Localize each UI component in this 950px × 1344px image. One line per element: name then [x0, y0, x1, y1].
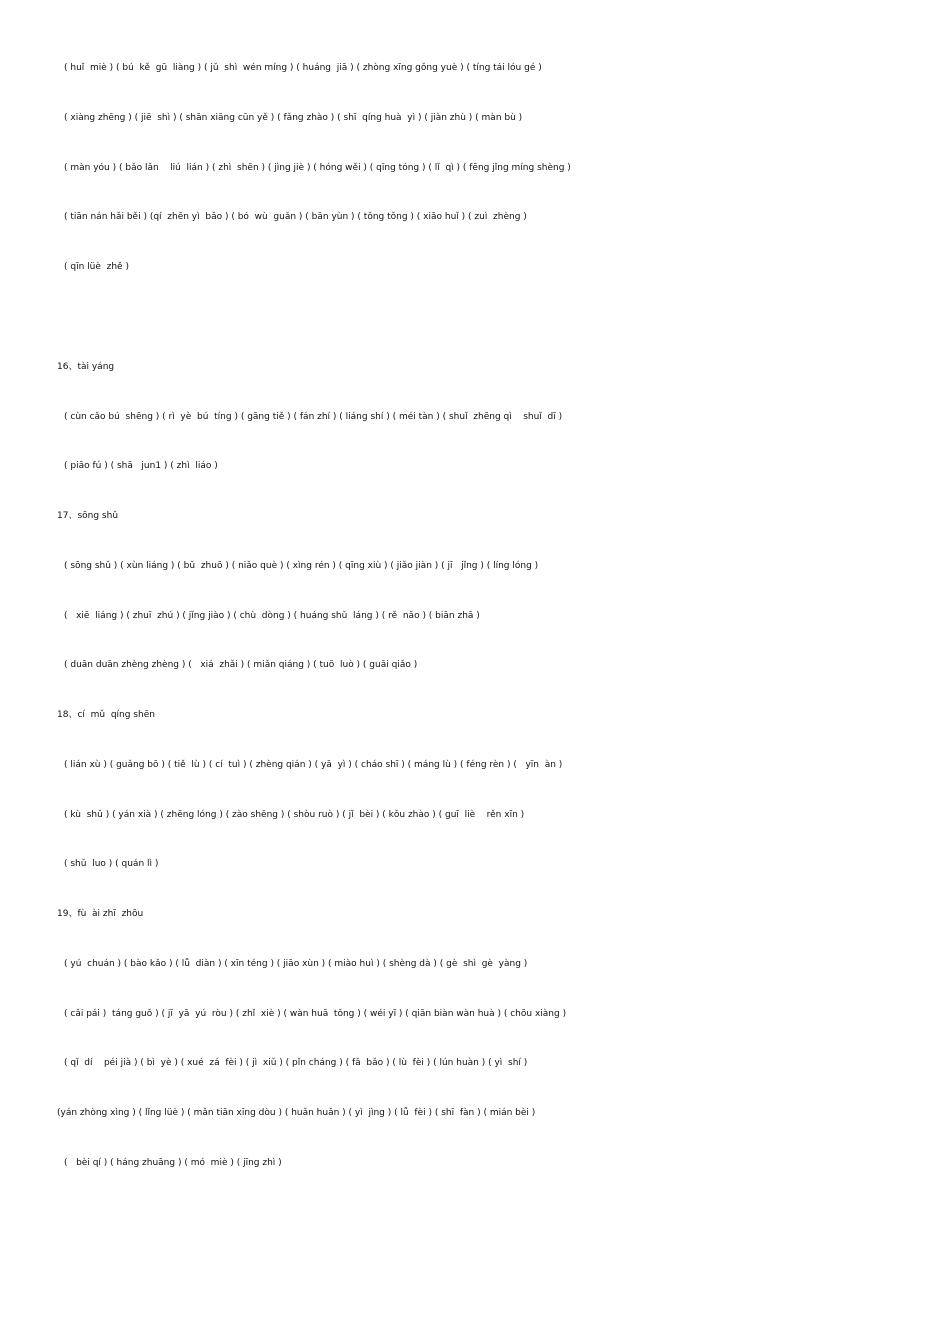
- pinyin-line: ( huǐ miè ) ( bú kě gū liàng ) ( jǔ shì wén míng ) ( huáng jiā ) ( zhòng xīng gǒng yuè ) ( tíng tái lóu gé ): [64, 63, 542, 73]
- pinyin-line: ( kù shǔ ) ( yán xià ) ( zhēng lóng ) ( zào shēng ) ( shòu ruò ) ( jǐ bèi ) ( kǒu zhào ) ( guī liè rěn xīn ): [64, 810, 525, 820]
- pinyin-line: ( bèi qí ) ( háng zhuāng ) ( mó miè ) ( jīng zhì ): [64, 1158, 282, 1168]
- pinyin-line: ( shǔ luo ) ( quán lì ): [64, 859, 159, 869]
- pinyin-line: ( cùn cǎo bú shēng ) ( rì yè bú tíng ) ( gāng tiě ) ( fán zhí ) ( liáng shí ) ( méi tàn ) ( shuǐ zhēng qì shuǐ dī ): [64, 412, 563, 422]
- pinyin-line: ( piāo fú ) ( shā jun1 ) ( zhì liáo ): [64, 461, 218, 471]
- section-heading: 16、tài yáng: [57, 362, 115, 372]
- pinyin-line: ( qīn lüè zhě ): [64, 262, 129, 272]
- pinyin-line: ( qǐ dí péi jià ) ( bì yè ) ( xué zá fèi ) ( jì xiǔ ) ( pǐn cháng ) ( fǎ bǎo ) ( lù fèi ) ( lún huàn ) ( yì shí ): [64, 1058, 528, 1068]
- pinyin-line: ( sōng shǔ ) ( xùn liáng ) ( bǔ zhuō ) ( niǎo què ) ( xìng rén ) ( qīng xiù ) ( jiǎo jiàn ) ( jī jǐng ) ( líng lóng ): [64, 561, 539, 571]
- section-heading: 19、fù ài zhī zhōu: [57, 909, 144, 919]
- section-heading: 17、sōng shǔ: [57, 511, 119, 521]
- pinyin-line: (yán zhòng xìng ) ( lǐng lüè ) ( mǎn tiān xīng dòu ) ( huǎn huǎn ) ( yì jìng ) ( lǚ fèi ) ( shī fàn ) ( mián bèi ): [57, 1108, 536, 1118]
- pinyin-line: ( xiàng zhēng ) ( jiē shì ) ( shān xiāng cūn yě ) ( fǎng zhào ) ( shī qíng huà yì ) ( jiàn zhù ) ( màn bù ): [64, 113, 523, 123]
- pinyin-line: ( duān duān zhèng zhèng ) ( xiá zhǎi ) ( miǎn qiáng ) ( tuō luò ) ( guāi qiǎo ): [64, 660, 418, 670]
- pinyin-line: ( màn yóu ) ( bǎo lǎn liú lián ) ( zhì shēn ) ( jìng jiè ) ( hóng wěi ) ( qīng tóng ) ( lǐ qì ) ( fēng jǐng míng shèng ): [64, 163, 571, 173]
- section-heading: 18、cí mǔ qíng shēn: [57, 710, 155, 720]
- pinyin-line: ( xiē liáng ) ( zhuī zhú ) ( jǐng jiào ) ( chù dòng ) ( huáng shǔ láng ) ( rě nǎo ) ( biān zhā ): [64, 611, 480, 621]
- pinyin-line: ( tiān nán hǎi běi ) (qí zhēn yì bǎo ) ( bó wù guǎn ) ( bān yùn ) ( tǒng tǒng ) ( xiāo huǐ ) ( zuì zhèng ): [64, 212, 527, 222]
- pinyin-line: ( lián xù ) ( guǎng bō ) ( tiě lù ) ( cí tuì ) ( zhèng qián ) ( yā yì ) ( cháo shī ) ( máng lù ) ( féng rèn ) ( yīn àn ): [64, 760, 563, 770]
- pinyin-line: ( cǎi pái ) táng guǒ ) ( jī yā yú ròu ) ( zhǐ xiè ) ( wàn huā tǒng ) ( wéi yī ) ( qiān biàn wàn huà ) ( chōu xiàng ): [64, 1009, 567, 1019]
- pinyin-line: ( yú chuán ) ( bào kǎo ) ( lǚ diàn ) ( xīn téng ) ( jiāo xùn ) ( miào huì ) ( shèng dà ) ( gè shì gè yàng ): [64, 959, 528, 969]
